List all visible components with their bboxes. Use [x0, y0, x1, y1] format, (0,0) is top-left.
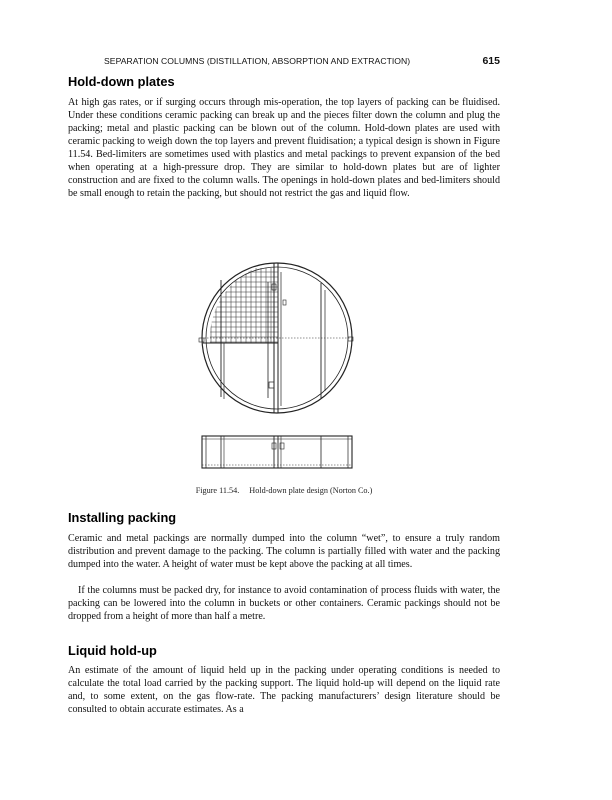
section-heading-liquid-hold-up: Liquid hold-up — [68, 643, 157, 658]
page-number: 615 — [482, 55, 500, 67]
plan-view — [199, 263, 353, 413]
figure-number: Figure 11.54. — [195, 486, 240, 495]
hold-down-plate-drawing — [190, 258, 370, 476]
paragraph-installing-packing-2: If the columns must be packed dry, for instance to avoid contamination of process fluids with water, the packing can be lowered into the column in buckets or other containers. Ceramic packings should not be dropped from a height of more than half a metre. — [68, 585, 500, 622]
paragraph-hold-down-plates: At high gas rates, or if surging occurs through mis-operation, the top layers of packing can be fluidised. Under these conditions ceramic packing can break up and the pieces filter down the column and plug the packing; metal and plastic packing can be blown out of the column. Hold-down plates are used with ceramic packing to weigh down the top layers and prevent fluidisation; a typical design is shown in Figure 11.54. Bed-limiters are sometimes used with plastics and metal packings to prevent expansion of the bed when operating at a high-pressure drop. They are similar to hold-down plates but are of lighter construction and are fixed to the column walls. The openings in hold-down plates and bed-limiters should be small enough to retain the packing, but should not restrict the gas and liquid flow. — [68, 97, 500, 199]
running-title: SEPARATION COLUMNS (DISTILLATION, ABSORPTION AND EXTRACTION) — [104, 56, 411, 66]
running-head — [104, 56, 500, 70]
figure-caption-text: Hold-down plate design (Norton Co.) — [249, 486, 373, 495]
section-heading-installing-packing: Installing packing — [68, 510, 177, 525]
figure-caption — [68, 486, 500, 495]
section-heading-hold-down-plates: Hold-down plates — [68, 74, 175, 89]
side-elevation-view — [202, 436, 352, 468]
paragraph-liquid-hold-up: An estimate of the amount of liquid held up in the packing under operating conditions is needed to calculate the total load carried by the packing support. The liquid hold-up will depend on the liquid rate and, to some extent, on the gas flow-rate. The packing manufacturers’ design literature should be consulted to obtain accurate estimates. As a — [68, 665, 500, 715]
paragraph-installing-packing-1: Ceramic and metal packings are normally dumped into the column “wet”, to ensure a truly random distribution and prevent damage to the packing. The column is partially filled with water and the packing dumped into the water. A height of water must be kept above the packing at all times. — [68, 533, 500, 570]
